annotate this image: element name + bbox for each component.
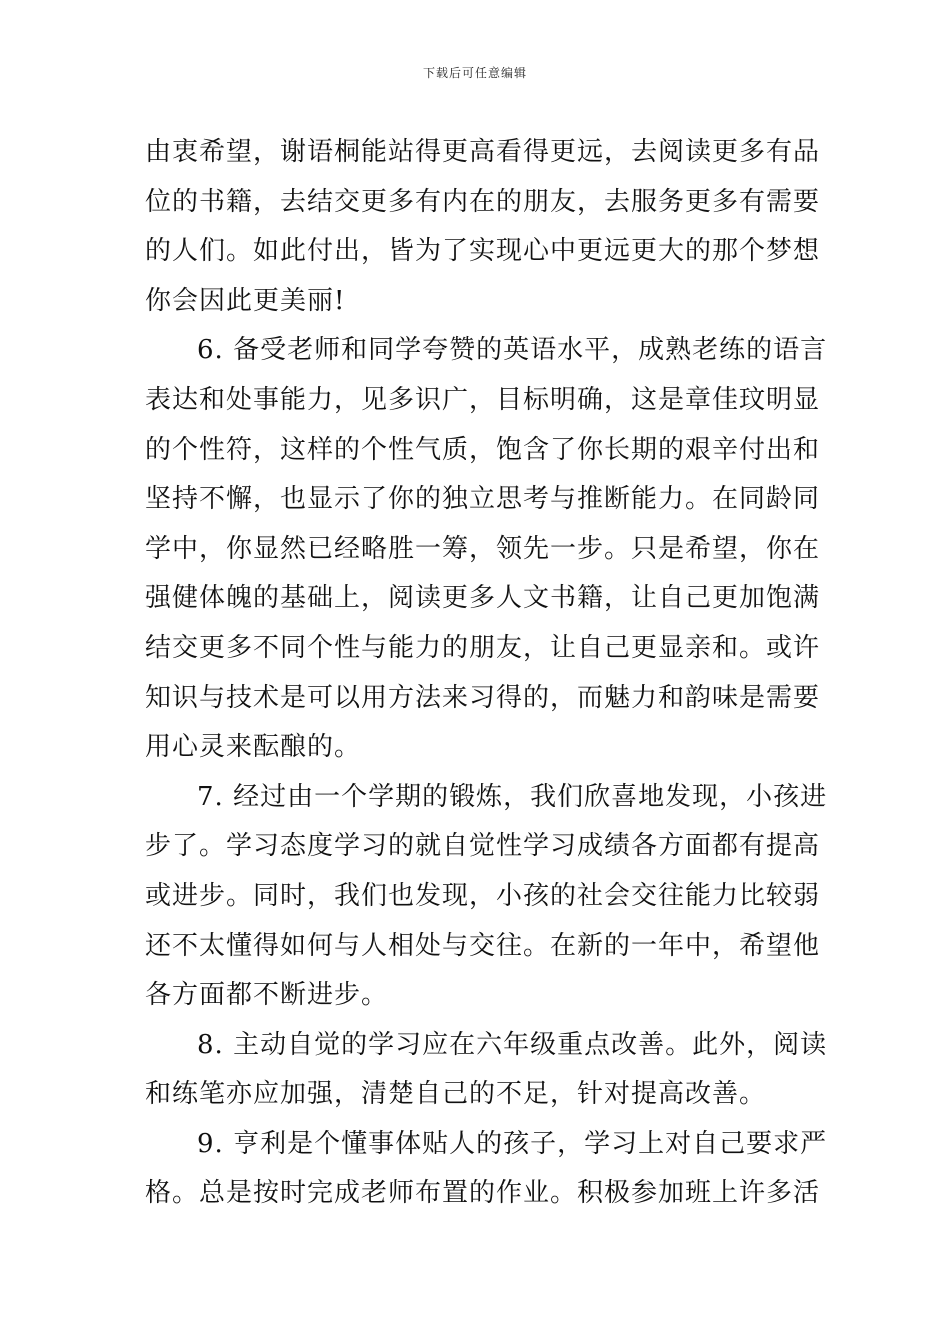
text-line: 你会因此更美丽! <box>145 285 346 316</box>
text-line: 坚持不懈，也显示了你的独立思考与推断能力。在同龄同 <box>145 484 821 515</box>
page-header: 下载后可任意编辑 <box>422 66 527 80</box>
text-line: 8. 主动自觉的学习应在六年级重点改善。此外，阅读 <box>197 1029 828 1060</box>
text-line: 学中，你显然已经略胜一筹，领先一步。只是希望，你在 <box>145 533 821 564</box>
text-line: 位的书籍，去结交更多有内在的朋友，去服务更多有需要 <box>145 186 821 217</box>
text-line: 6. 备受老师和同学夸赞的英语水平，成熟老练的语言 <box>197 335 828 366</box>
text-line: 9. 亨利是个懂事体贴人的孩子，学习上对自己要求严 <box>197 1128 828 1159</box>
text-line: 强健体魄的基础上，阅读更多人文书籍，让自己更加饱满 <box>145 583 821 614</box>
text-line: 表达和处事能力，见多识广，目标明确，这是章佳玟明显 <box>145 384 821 415</box>
text-line: 各方面都不断进步。 <box>145 980 389 1011</box>
text-line: 步了。学习态度学习的就自觉性学习成绩各方面都有提高 <box>145 831 821 862</box>
text-line: 格。总是按时完成老师布置的作业。积极参加班上许多活 <box>145 1178 821 1209</box>
text-line: 由衷希望，谢语桐能站得更高看得更远，去阅读更多有品 <box>145 137 821 167</box>
text-line: 的个性符，这样的个性气质，饱含了你长期的艰辛付出和 <box>145 434 821 465</box>
text-line: 和练笔亦应加强，清楚自己的不足，针对提高改善。 <box>145 1079 767 1110</box>
text-line: 知识与技术是可以用方法来习得的，而魅力和韵味是需要 <box>145 682 821 713</box>
text-line: 结交更多不同个性与能力的朋友，让自己更显亲和。或许 <box>145 632 821 663</box>
document-body <box>145 128 828 1219</box>
text-line: 或进步。同时，我们也发现，小孩的社会交往能力比较弱 <box>145 880 821 911</box>
text-line: 还不太懂得如何与人相处与交往。在新的一年中，希望他 <box>145 930 821 961</box>
text-line: 用心灵来酝酿的。 <box>145 732 362 763</box>
text-line: 的人们。如此付出，皆为了实现心中更远更大的那个梦想 <box>145 236 821 267</box>
text-line: 7. 经过由一个学期的锻炼，我们欣喜地发现，小孩进 <box>197 781 828 812</box>
